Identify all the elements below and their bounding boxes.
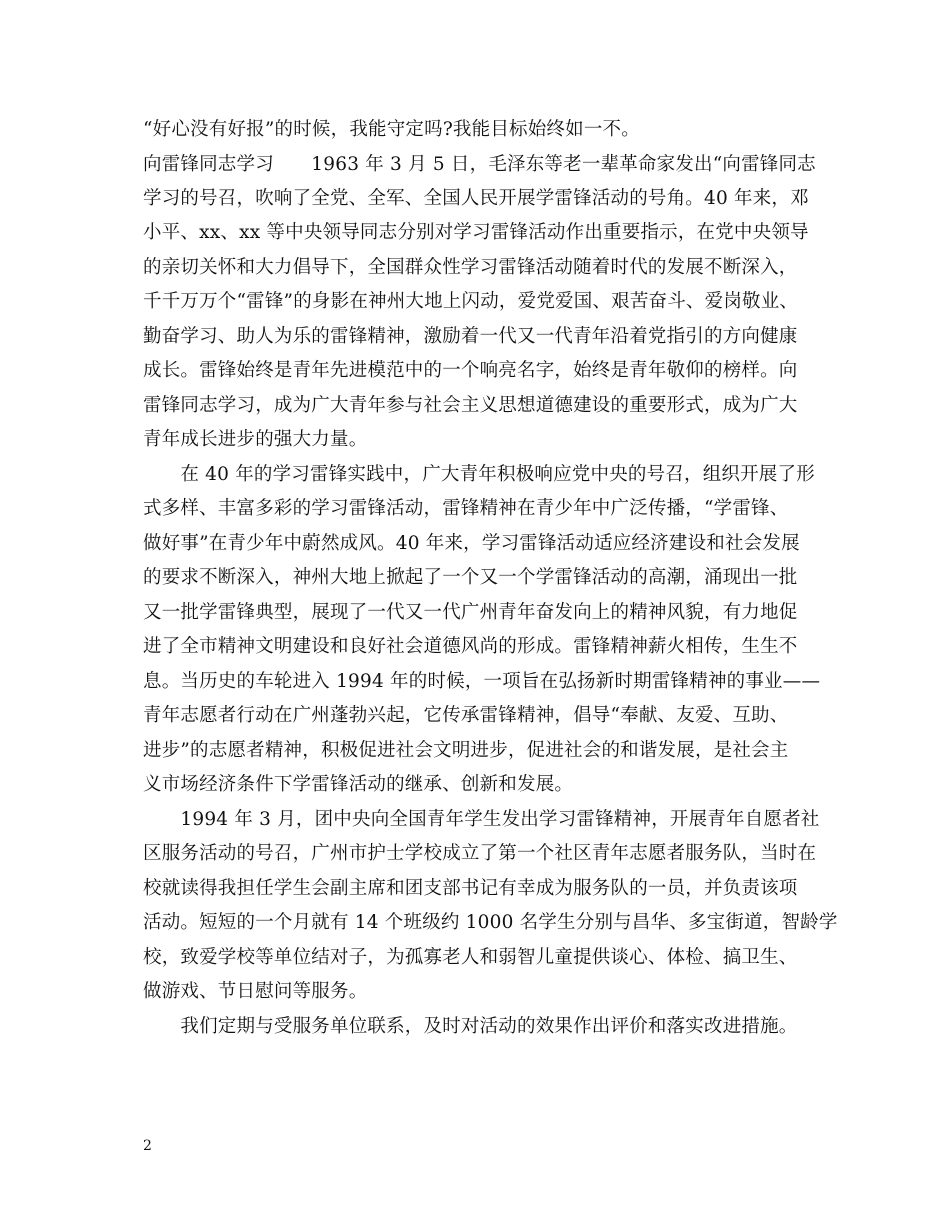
text-line: 小平、xx、xx 等中央领导同志分别对学习雷锋活动作出重要指示，在党中央领导 [143,222,809,243]
text-line: 1994 年 3 月，团中央向全国青年学生发出学习雷锋精神，开展青年自愿者社 [143,809,820,830]
text-line: 进了全市精神文明建设和良好社会道德风尚的形成。雷锋精神薪火相传，生生不 [143,636,798,657]
text-line: 雷锋同志学习，成为广大青年参与社会主义思想道德建设的重要形式，成为广大 [143,395,798,416]
text-line: 的亲切关怀和大力倡导下，全国群众性学习雷锋活动随着时代的发展不断深入， [143,257,798,278]
text-line: 千千万万个“雷锋”的身影在神州大地上闪动，爱党爱国、艰苦奋斗、爱岗敬业、 [143,291,799,312]
text-line: 的要求不断深入，神州大地上掀起了一个又一个学雷锋活动的高潮，涌现出一批 [143,567,798,588]
text-line: 做好事”在青少年中蔚然成风。40 年来，学习雷锋活动适应经济建设和社会发展 [143,533,800,554]
text-line: 在 40 年的学习雷锋实践中，广大青年积极响应党中央的号召，组织开展了形 [143,464,815,485]
text-line: 成长。雷锋始终是青年先进模范中的一个响亮名字，始终是青年敬仰的榜样。向 [143,360,798,381]
text-line: 勤奋学习、助人为乐的雷锋精神，激励着一代又一代青年沿着党指引的方向健康 [143,326,798,347]
text-line: 学习的号召，吹响了全党、全军、全国人民开展学雷锋活动的号角。40 年来，邓 [143,188,809,209]
text-line: “好心没有好报”的时候，我能守定吗?我能目标始终如一不。 [143,119,640,140]
text-line: 式多样、丰富多彩的学习雷锋活动，雷锋精神在青少年中广泛传播，“学雷锋、 [143,498,789,519]
text-line: 青年志愿者行动在广州蓬勃兴起，它传承雷锋精神，倡导“奉献、友爱、互助、 [143,705,789,726]
page-number: 2 [143,1138,152,1154]
text-line: 校就读得我担任学生会副主席和团支部书记有幸成为服务队的一员，并负责该项 [143,878,798,899]
text-line: 向雷锋同志学习 1963 年 3 月 5 日，毛泽东等老一辈革命家发出“向雷锋同志 [143,154,816,175]
text-line: 进步”的志愿者精神，积极促进社会文明进步，促进社会的和谐发展，是社会主 [143,740,789,761]
text-line: 义市场经济条件下学雷锋活动的继承、创新和发展。 [143,774,574,795]
text-line: 活动。短短的一个月就有 14 个班级约 1000 名学生分别与昌华、多宝街道，智龄学 [143,912,838,933]
text-line: 青年成长进步的强大力量。 [143,429,368,450]
text-line: 息。当历史的车轮进入 1994 年的时候，一项旨在弘扬新时期雷锋精神的事业—— [143,671,821,692]
text-line: 我们定期与受服务单位联系，及时对活动的效果作出评价和落实改进措施。 [143,1016,798,1037]
text-line: 做游戏、节日慰问等服务。 [143,981,368,1002]
text-line: 区服务活动的号召，广州市护士学校成立了第一个社区青年志愿者服务队，当时在 [143,843,817,864]
text-line: 校，致爱学校等单位结对子，为孤寡老人和弱智儿童提供谈心、体检、搞卫生、 [143,947,798,968]
text-line: 又一批学雷锋典型，展现了一代又一代广州青年奋发向上的精神风貌，有力地促 [143,602,798,623]
